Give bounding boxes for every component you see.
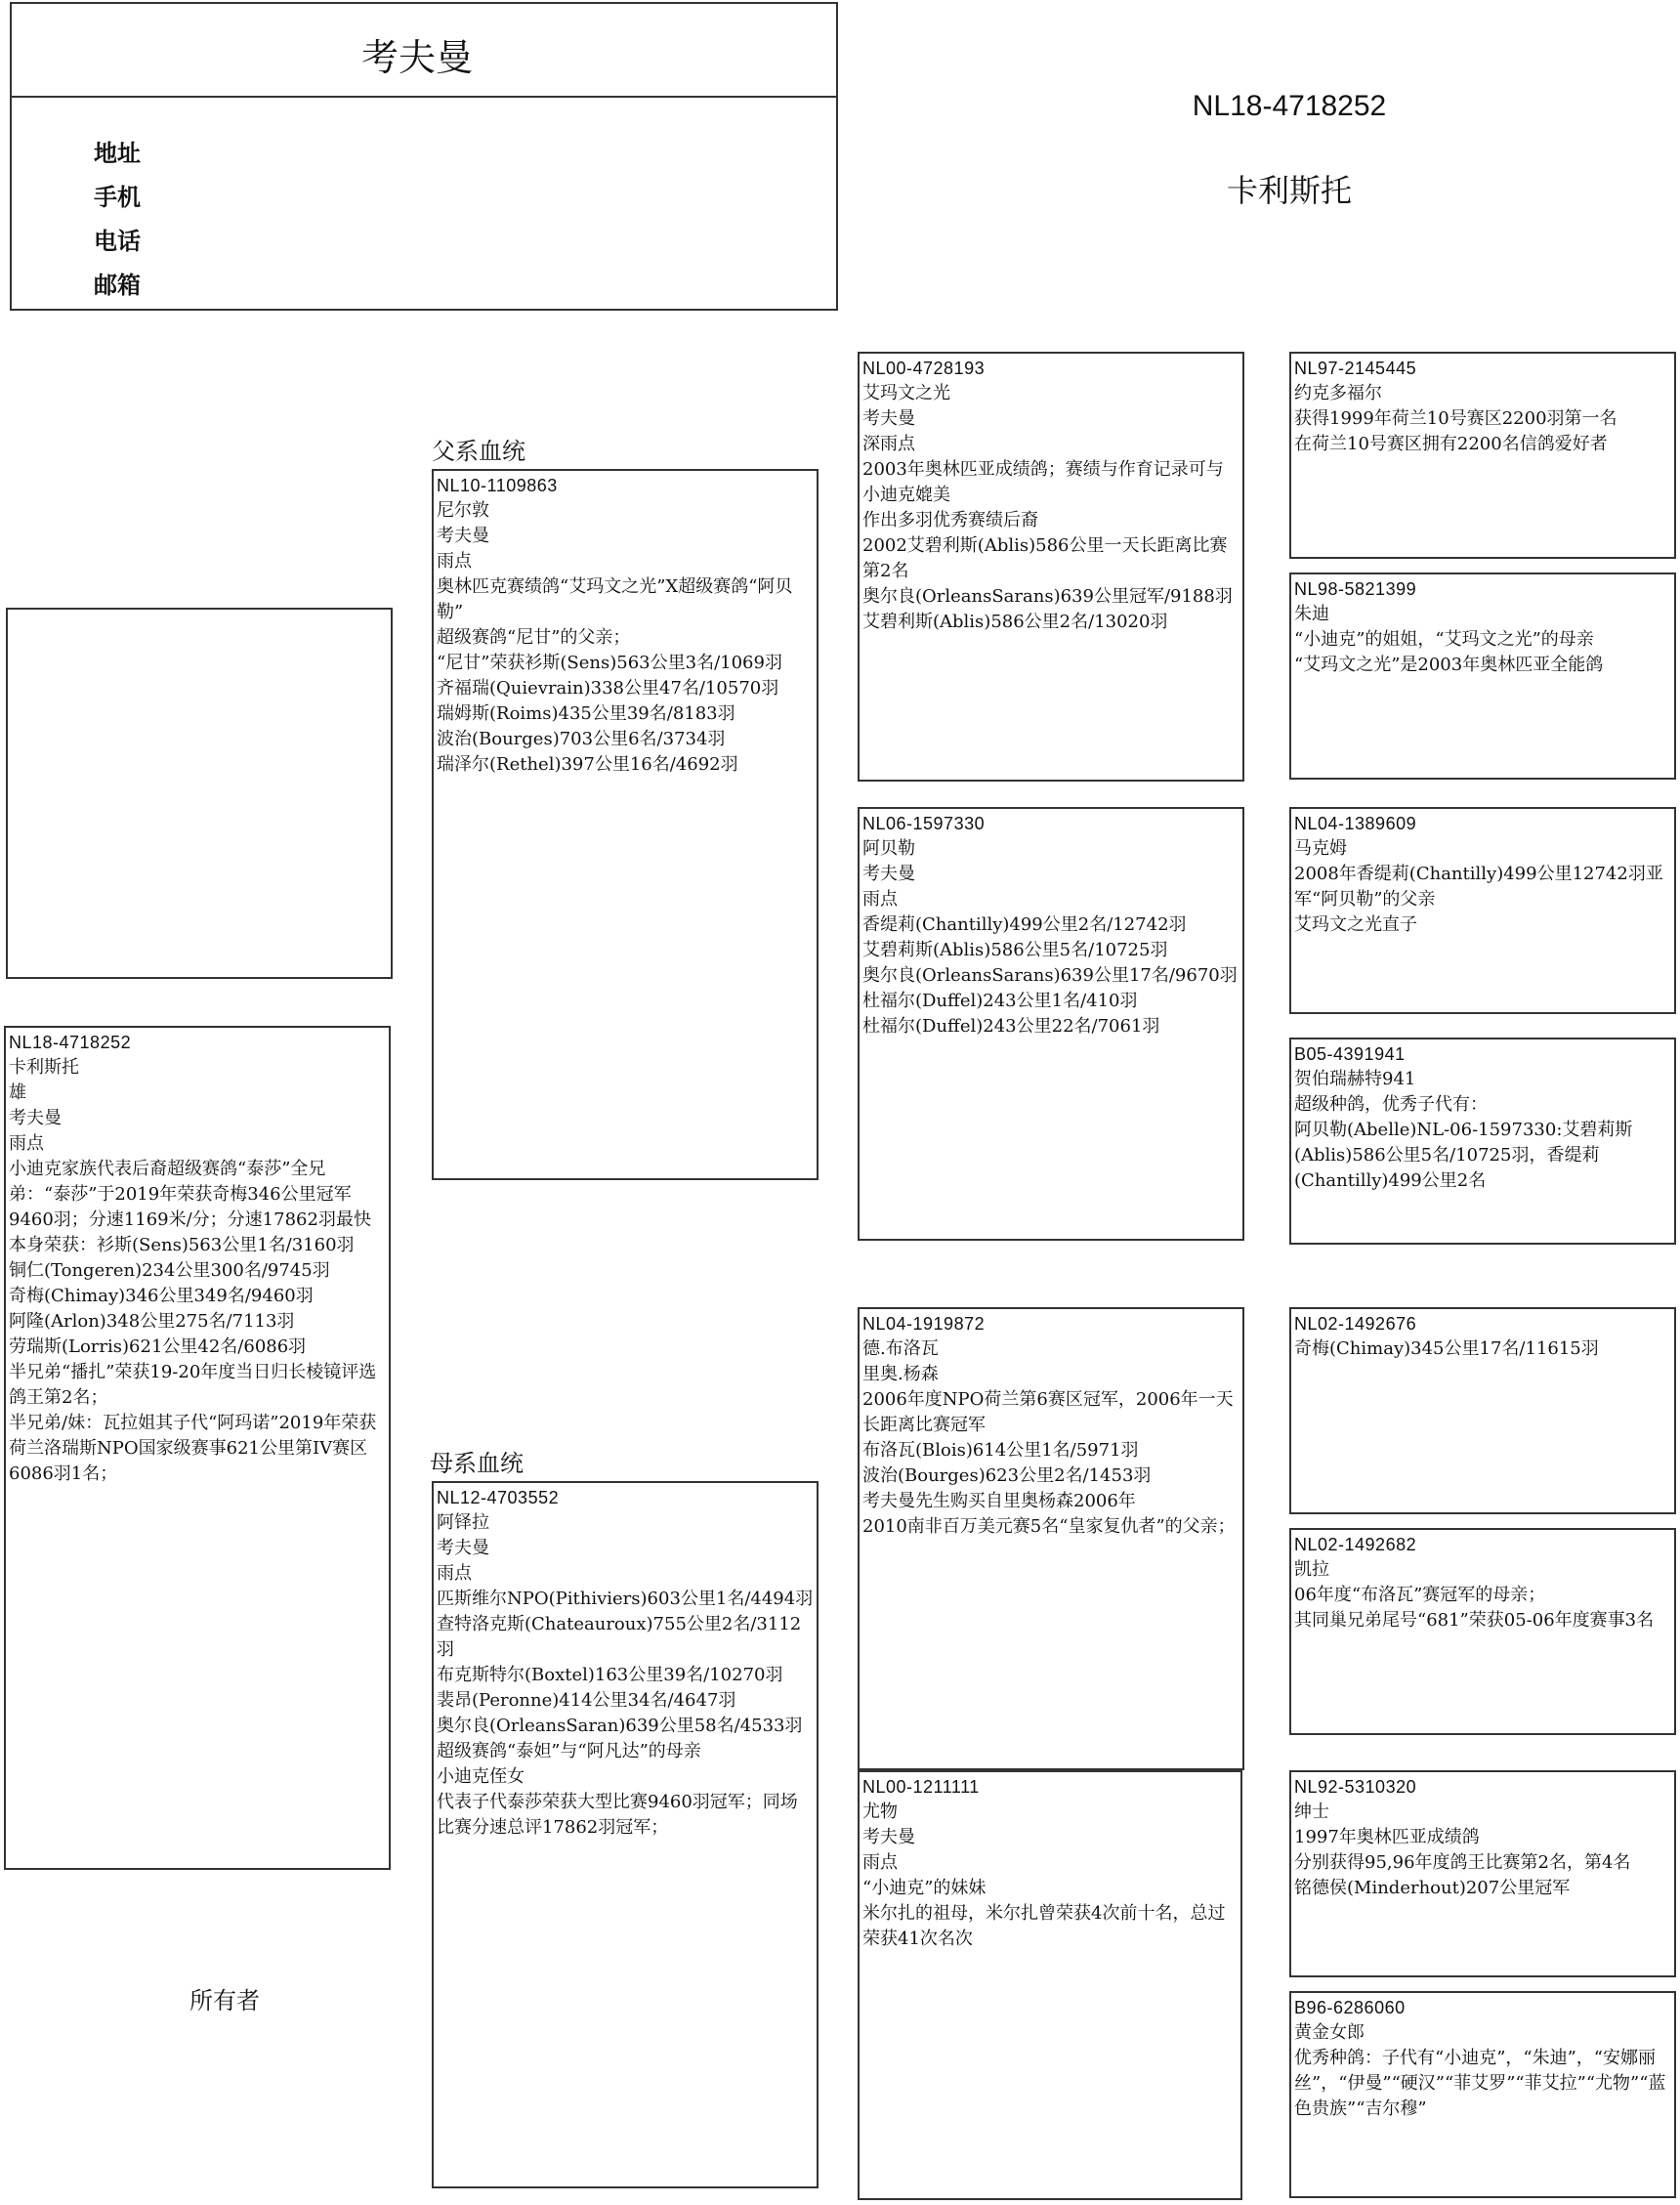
info-line: 2008年香缇莉(Chantilly)499公里12742羽亚军“阿贝勒”的父亲 (1294, 864, 1663, 910)
info-line: 考夫曼 (437, 526, 489, 546)
info-line: 雨点 (862, 1852, 898, 1873)
info-line: 艾玛文之光 (862, 383, 950, 403)
ring-number: NL18-4718252 (9, 1033, 132, 1052)
info-line: 深雨点 (862, 434, 915, 454)
info-line: 杜福尔(Duffel)243公里22名/7061羽 (862, 1016, 1160, 1037)
info-line: 奥尔良(OrleansSarans)639公里17名/9670羽 (862, 965, 1238, 986)
ring-number: NL98-5821399 (1294, 579, 1417, 599)
sire-dam-card (858, 807, 1244, 1241)
ring-number: NL06-1597330 (862, 814, 986, 833)
ddd-card (1289, 1991, 1676, 2198)
info-line: 2002艾碧利斯(Ablis)586公里一天长距离比赛第2名 (862, 535, 1228, 581)
info-line: 绅士 (1294, 1802, 1329, 1822)
info-line: 奇梅(Chimay)346公里349名/9460羽 (9, 1286, 314, 1306)
sss-card (1289, 352, 1676, 559)
info-line: 2006年度NPO荷兰第6赛区冠军，2006年一天长距离比赛冠军 (862, 1389, 1234, 1435)
ring-number: NL00-1211111 (862, 1777, 980, 1797)
info-line: 凯拉 (1294, 1559, 1329, 1580)
ring-number: B05-4391941 (1294, 1044, 1406, 1064)
info-line: 尼尔敦 (437, 500, 489, 521)
ring-number: NL10-1109863 (437, 476, 558, 495)
info-line: 朱迪 (1294, 604, 1329, 624)
ring-number: NL04-1919872 (862, 1314, 986, 1334)
dds-card (1289, 1770, 1676, 1977)
subject-pigeon-card (4, 1026, 391, 1870)
info-line: 雨点 (437, 1563, 472, 1584)
info-line: 劳瑞斯(Lorris)621公里42名/6086羽 (9, 1336, 307, 1357)
info-line: 奥尔良(OrleansSaran)639公里58名/4533羽 (437, 1716, 803, 1736)
info-line: 考夫曼 (9, 1108, 62, 1128)
info-line: 波治(Bourges)623公里2名/1453羽 (862, 1465, 1152, 1486)
info-line: “尼甘”荣获衫斯(Sens)563公里3名/1069羽 (437, 653, 782, 673)
info-line: 尤物 (862, 1802, 898, 1822)
ring-number: NL00-4728193 (862, 359, 986, 378)
info-line: 约克多福尔 (1294, 383, 1382, 403)
info-line: 超级赛鸽“泰妲”与“阿凡达”的母亲 (437, 1741, 701, 1761)
sdd-card (1289, 1038, 1676, 1245)
info-line: 马克姆 (1294, 838, 1347, 859)
dam-line-label: 母系血统 (430, 1450, 524, 1477)
breeder-name: 考夫曼 (360, 36, 473, 79)
info-line: 半兄弟/妹：瓦拉姐其子代“阿玛诺”2019年荣获荷兰洛瑞斯NPO国家级赛事621公里第IV赛区6086羽1名； (9, 1413, 377, 1484)
info-line: “艾玛文之光”是2003年奥林匹亚全能鸽 (1294, 655, 1604, 675)
main-ring-number: NL18-4718252 (1192, 90, 1387, 122)
dam-card (432, 1481, 819, 2188)
info-line: 黄金女郎 (1294, 2022, 1365, 2043)
info-line: 奇梅(Chimay)345公里17名/11615羽 (1294, 1338, 1599, 1359)
info-line: 裴昂(Peronne)414公里34名/4647羽 (437, 1690, 736, 1711)
info-line: 雨点 (862, 889, 898, 910)
info-line: 小迪克侄女 (437, 1766, 525, 1787)
info-line: 1997年奥林匹亚成绩鸽 (1294, 1827, 1480, 1847)
ring-number: B96-6286060 (1294, 1998, 1406, 2017)
info-line: 阿贝勒 (862, 838, 915, 859)
info-line: 杜福尔(Duffel)243公里1名/410羽 (862, 991, 1138, 1011)
info-line: 卡利斯托 (9, 1057, 79, 1078)
info-line: 瑞泽尔(Rethel)397公里16名/4692羽 (437, 754, 738, 775)
phone-label: 电话 (94, 228, 141, 255)
info-line: “小迪克”的姐姐，“艾玛文之光”的母亲 (1294, 629, 1594, 650)
info-line: 超级种鸽，优秀子代有： (1294, 1094, 1488, 1115)
sire-card (432, 469, 819, 1180)
info-line: 考夫曼 (862, 864, 915, 884)
info-line: 艾碧莉斯(Ablis)586公里5名/10725羽 (862, 940, 1168, 960)
info-line: 雨点 (437, 551, 472, 572)
ring-number: NL92-5310320 (1294, 1777, 1417, 1797)
info-line: 贺伯瑞赫特941 (1294, 1069, 1416, 1089)
info-line: 在荷兰10号赛区拥有2200名信鸽爱好者 (1294, 434, 1608, 454)
info-line: 雄 (9, 1082, 26, 1103)
info-line: 代表子代泰莎荣获大型比赛9460羽冠军；同场比赛分速总评17862羽冠军； (437, 1792, 798, 1838)
info-line: 铭德侯(Minderhout)207公里冠军 (1294, 1878, 1571, 1898)
info-line: 雨点 (9, 1133, 44, 1154)
ring-number: NL02-1492676 (1294, 1314, 1417, 1334)
info-line: 齐福瑞(Quievrain)338公里47名/10570羽 (437, 678, 779, 699)
info-line: 瑞姆斯(Roims)435公里39名/8183羽 (437, 703, 735, 724)
info-line: 奥尔良(OrleansSarans)639公里冠军/9188羽 (862, 586, 1233, 607)
info-line: 半兄弟“播扎”荣获19-20年度当日归长棱镜评选鸽王第2名； (9, 1362, 377, 1408)
info-line: 艾碧利斯(Ablis)586公里2名/13020羽 (862, 612, 1168, 632)
sds-card (1289, 807, 1676, 1014)
sire-sire-card (858, 352, 1244, 782)
info-line: 2003年奥林匹亚成绩鸽；赛绩与作育记录可与小迪克媲美 (862, 459, 1224, 505)
info-line: 作出多羽优秀赛绩后裔 (862, 510, 1038, 530)
info-line: 布克斯特尔(Boxtel)163公里39名/10270羽 (437, 1665, 783, 1685)
info-line: 匹斯维尔NPO(Pithiviers)603公里1名/4494羽 (437, 1589, 814, 1609)
info-line: 分别获得95,96年度鸽王比赛第2名，第4名 (1294, 1852, 1631, 1873)
main-pigeon-name: 卡利斯托 (1226, 172, 1352, 209)
info-line: 获得1999年荷兰10号赛区2200羽第一名 (1294, 408, 1617, 429)
breeder-header (10, 2, 838, 311)
info-line: 米尔扎的祖母，米尔扎曾荣获4次前十名，总过荣获41次名次 (862, 1903, 1226, 1949)
info-line: 查特洛克斯(Chateauroux)755公里2名/3112羽 (437, 1614, 802, 1660)
mobile-label: 手机 (94, 184, 141, 211)
email-label: 邮箱 (94, 272, 141, 299)
dsd-card (1289, 1528, 1676, 1735)
info-line: 考夫曼 (437, 1538, 489, 1558)
info-line: 阿隆(Arlon)348公里275名/7113羽 (9, 1311, 295, 1332)
sire-line-label: 父系血统 (432, 438, 525, 465)
info-line: 德.布洛瓦 (862, 1338, 939, 1359)
dam-dam-card (858, 1770, 1242, 2200)
info-line: 小迪克家族代表后裔超级赛鸽“泰莎”全兄弟：“泰莎”于2019年荣获奇梅346公里冠军9460羽；分速1169米/分；分速17862羽最快 (9, 1159, 371, 1230)
info-line: 艾玛文之光直子 (1294, 914, 1417, 935)
info-line: 阿贝勒(Abelle)NL-06-1597330:艾碧莉斯(Ablis)586公里5名/10725羽，香缇莉(Chantilly)499公里2名 (1294, 1120, 1633, 1191)
info-line: 香缇莉(Chantilly)499公里2名/12742羽 (862, 914, 1187, 935)
owner-label: 所有者 (189, 1987, 260, 2014)
ring-number: NL02-1492682 (1294, 1535, 1417, 1554)
pigeon-photo-frame (6, 608, 393, 979)
info-line: 考夫曼 (862, 1827, 915, 1847)
info-line: 其同巢兄弟尾号“681”荣获05-06年度赛事3名 (1294, 1610, 1655, 1631)
info-line: 阿铎拉 (437, 1512, 489, 1533)
info-line: 布洛瓦(Blois)614公里1名/5971羽 (862, 1440, 1139, 1461)
info-line: 优秀种鸽：子代有“小迪克”，“朱迪”，“安娜丽丝”，“伊曼”“硬汉”“菲艾罗”“菲艾拉”“尤物”“蓝色贵族”“吉尔穆” (1294, 2048, 1666, 2119)
address-label: 地址 (94, 140, 141, 167)
info-line: “小迪克”的妹妹 (862, 1878, 987, 1898)
info-line: 本身荣获：衫斯(Sens)563公里1名/3160羽 (9, 1235, 355, 1255)
info-line: 06年度“布洛瓦”赛冠军的母亲； (1294, 1585, 1546, 1605)
ring-number: NL12-4703552 (437, 1488, 560, 1507)
info-line: 考夫曼先生购买自里奥杨森2006年 (862, 1491, 1136, 1511)
info-line: 2010南非百万美元赛5名“皇家复仇者”的父亲； (862, 1516, 1236, 1537)
info-line: 超级赛鸽“尼甘”的父亲； (437, 627, 631, 648)
info-line: 铜仁(Tongeren)234公里300名/9745羽 (9, 1260, 330, 1281)
info-line: 奥林匹克赛绩鸽“艾玛文之光”X超级赛鸽“阿贝勒” (437, 576, 793, 622)
header-divider (12, 96, 836, 98)
ring-number: NL04-1389609 (1294, 814, 1417, 833)
dam-sire-card (858, 1307, 1244, 1770)
ssd-card (1289, 572, 1676, 780)
info-line: 波治(Bourges)703公里6名/3734羽 (437, 729, 726, 749)
ring-number: NL97-2145445 (1294, 359, 1417, 378)
info-line: 考夫曼 (862, 408, 915, 429)
info-line: 里奥.杨森 (862, 1364, 939, 1384)
dss-card (1289, 1307, 1676, 1514)
